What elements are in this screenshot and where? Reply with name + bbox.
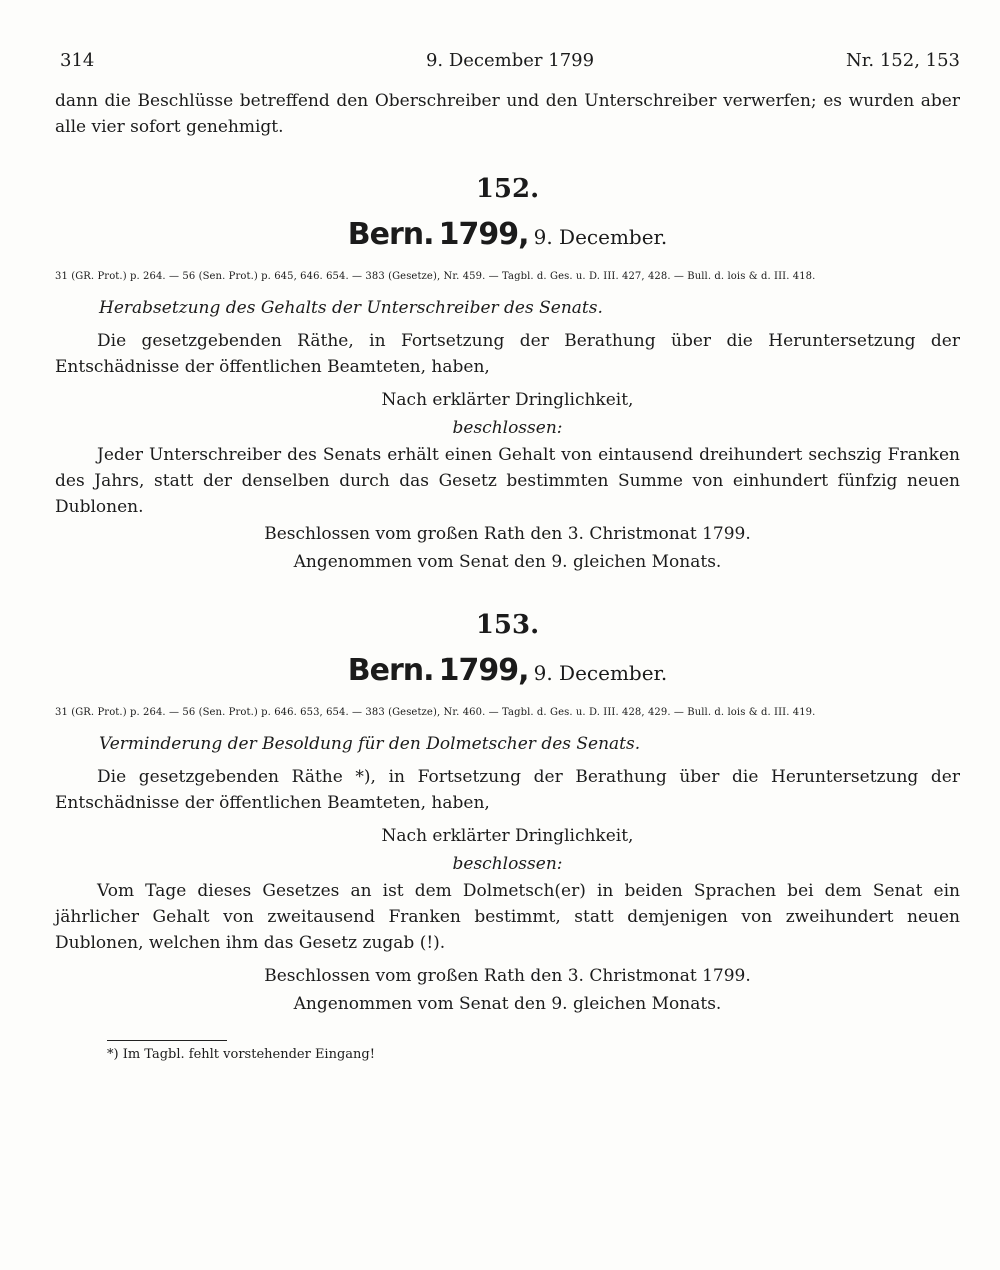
document-heading (55, 652, 960, 690)
resolved-line: beschlossen: (452, 854, 563, 874)
footnote: *) Im Tagbl. fehlt vorstehender Eingang! (107, 1047, 375, 1062)
header-date: 9. December 1799 (425, 50, 595, 71)
source-references: 31 (GR. Prot.) p. 264. — 56 (Sen. Prot.) p. 646. 653, 654. — 383 (Gesetze), Nr. 460. — Tagbl. d. Ges. u. D. III. 428, 429. — Bull. d. lois & d. III. 419. (55, 707, 816, 718)
page-content (55, 88, 960, 1062)
document-heading (55, 216, 960, 254)
body-paragraph: Jeder Unterschreiber des Senats erhält einen Gehalt von eintausend dreihundert sechszig Franken des Jahrs, statt der denselben durch das Gesetz bestimmten Summe von einhundert fünfzig neuen Dublonen. (55, 445, 960, 517)
heading-year: 1799, (438, 217, 529, 252)
document-number: 152. (475, 174, 540, 204)
heading-place: Bern. (347, 653, 434, 688)
urgency-line: Nach erklärter Dringlichkeit, (381, 826, 634, 846)
page-number: 314 (60, 50, 95, 71)
body-paragraph: Vom Tage dieses Gesetzes an ist dem Dolmetsch(er) in beiden Sprachen bei dem Senat ein jährlicher Gehalt von zweitausend Franken bestimmt, statt demjenigen von zweihundert neuen Dublonen, welchen ihm das Gesetz zugab (!). (55, 881, 960, 953)
urgency-line: Nach erklärter Dringlichkeit, (381, 390, 634, 410)
preamble-paragraph: Die gesetzgebenden Räthe, in Fortsetzung der Berathung über die Heruntersetzung der Entschädnisse der öffentlichen Beamteten, haben, (55, 331, 960, 377)
heading-year: 1799, (438, 653, 529, 688)
heading-place: Bern. (347, 217, 434, 252)
heading-day: 9. December. (533, 225, 668, 249)
decision-senate: Angenommen vom Senat den 9. gleichen Monats. (293, 994, 722, 1014)
header-document-numbers: Nr. 152, 153 (846, 50, 960, 71)
footnote-divider (107, 1040, 227, 1041)
source-references: 31 (GR. Prot.) p. 264. — 56 (Sen. Prot.) p. 645, 646. 654. — 383 (Gesetze), Nr. 459. — Tagbl. d. Ges. u. D. III. 427, 428. — Bull. d. lois & d. III. 418. (55, 271, 816, 282)
document-title: Herabsetzung des Gehalts der Unterschreiber des Senats. (99, 298, 603, 318)
document-152 (55, 174, 960, 576)
page-header (60, 50, 960, 80)
decision-great-council: Beschlossen vom großen Rath den 3. Christmonat 1799. (264, 966, 751, 986)
document-153 (55, 610, 960, 1018)
heading-day: 9. December. (533, 661, 668, 685)
document-number: 153. (475, 610, 540, 640)
resolved-line: beschlossen: (452, 418, 563, 438)
preamble-paragraph: Die gesetzgebenden Räthe *), in Fortsetzung der Berathung über die Heruntersetzung der Entschädnisse der öffentlichen Beamteten, haben, (55, 767, 960, 813)
decision-great-council: Beschlossen vom großen Rath den 3. Christmonat 1799. (264, 524, 751, 544)
document-title: Verminderung der Besoldung für den Dolmetscher des Senats. (99, 734, 641, 754)
intro-paragraph: dann die Beschlüsse betreffend den Oberschreiber und den Unterschreiber verwerfen; es wurden aber alle vier sofort genehmigt. (55, 91, 960, 137)
decision-senate: Angenommen vom Senat den 9. gleichen Monats. (293, 552, 722, 572)
